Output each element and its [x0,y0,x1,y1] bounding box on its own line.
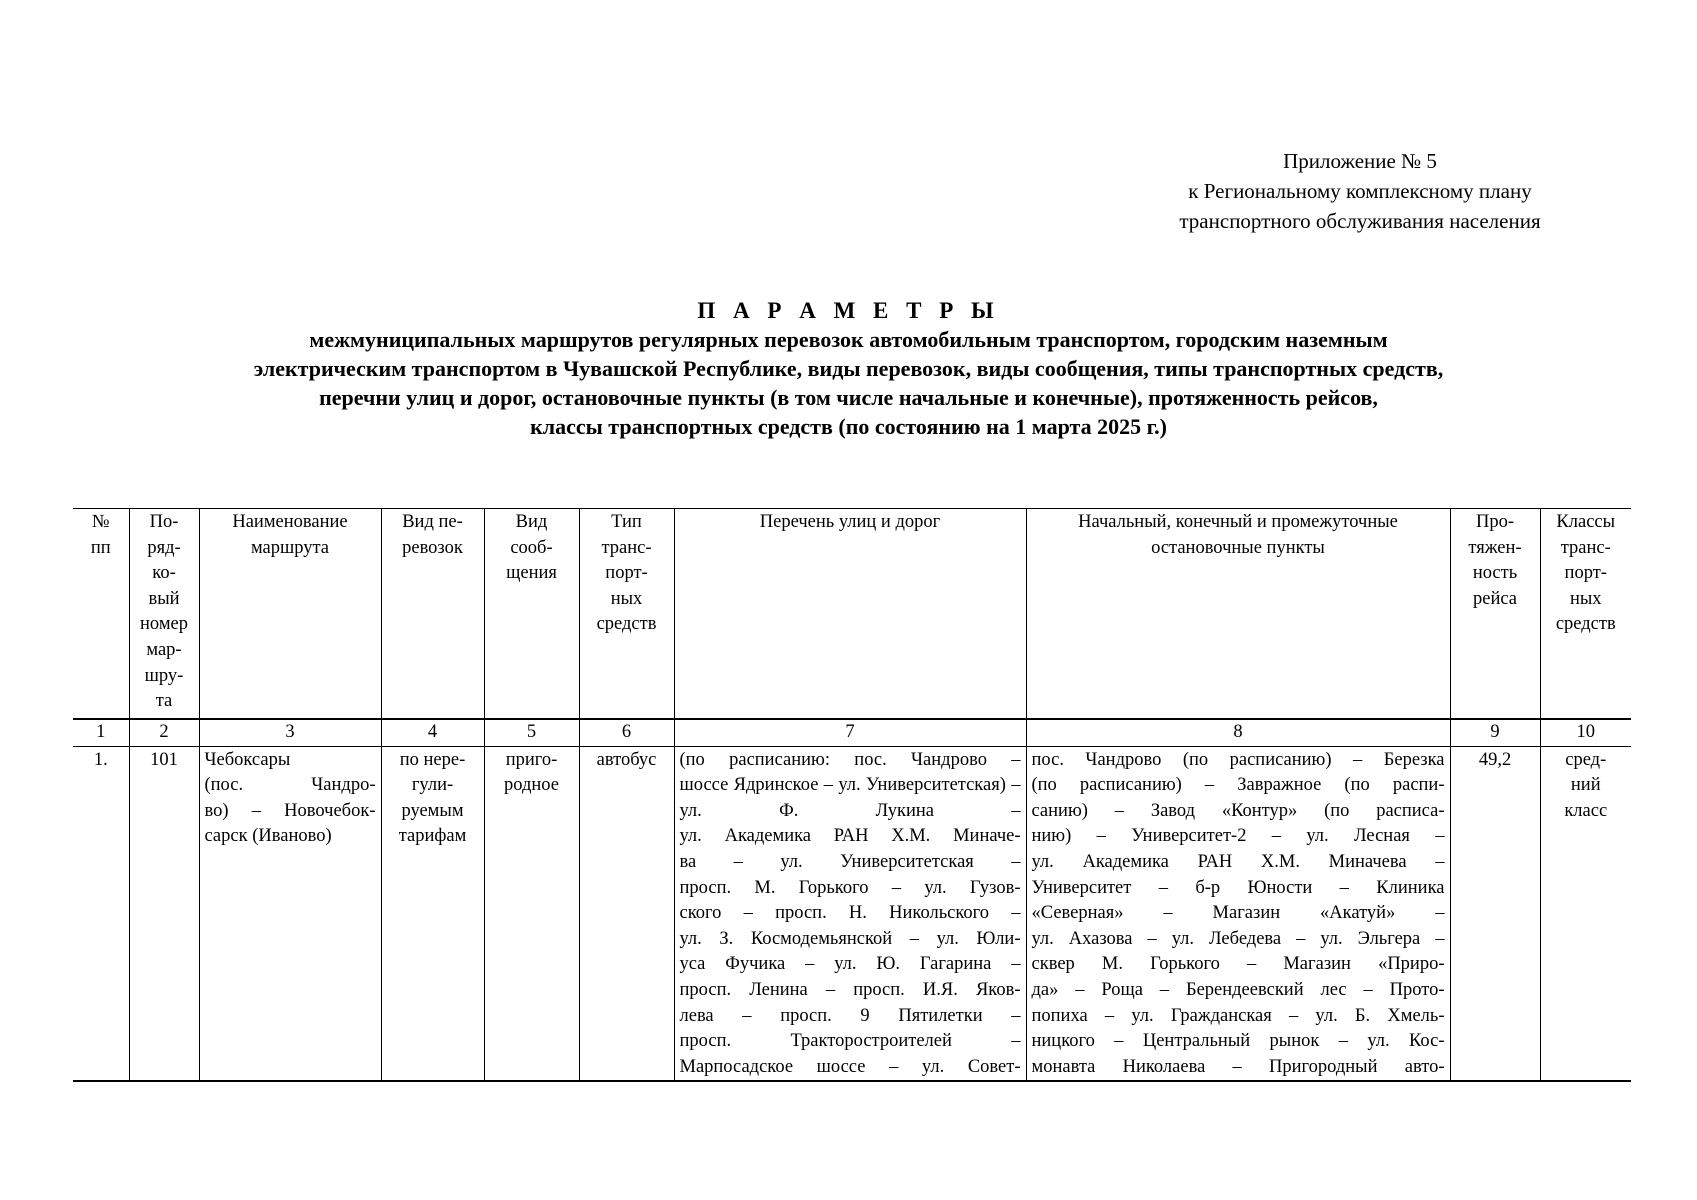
cell-line: ряд- [147,537,181,558]
cell-line: ва – ул. Университетская – [679,851,1021,872]
column-number: 5 [484,719,579,746]
cell-line: сооб- [510,537,553,558]
cell-line: мар- [146,639,182,660]
column-number: 6 [579,719,674,746]
cell-line: Начальный, конечный и промежуточные [1078,512,1398,532]
cell-line: Про- [1475,512,1515,532]
column-number: 2 [129,719,199,746]
cell-line: маршрута [250,537,330,558]
cell-line: просп. Тракторостроителей – [679,1031,1021,1052]
route-name [199,746,381,1081]
cell-line: тяжен- [1468,537,1522,558]
title-main: П А Р А М Е Т Р Ы [697,298,1000,323]
column-number: 9 [1450,719,1540,746]
cell-line: Марпосадское шоссе – ул. Совет- [679,1056,1021,1077]
appendix-line: Приложение № 5 [1283,149,1437,173]
cell-line: пп [90,537,111,558]
column-number-row [73,719,1631,746]
cell-line: автобус [596,749,657,770]
cell-line: Университет – б-р Юности – Клиника [1031,877,1445,898]
cell-line: родное [504,775,559,796]
cell-line: ных [1569,588,1602,609]
cell-line: Перечень улиц и дорог [759,512,941,532]
header-cell [484,509,579,720]
cell-line: средств [1555,614,1616,635]
title-line: межмуниципальных маршрутов регулярных перевозок автомобильным транспортом, городским наземным [309,327,1388,352]
document-title [60,296,1637,441]
cell-line: шоссе Ядринское – ул. Университетская) – ул. Ф. Лукина – [679,775,1021,821]
cell-line: (по расписанию) – Завражное (по распи- [1031,775,1445,796]
cell-line: класс [1564,800,1608,821]
cell-line: транс- [1560,537,1611,558]
row-number: 1. [73,746,129,1081]
transport-kind [381,746,484,1081]
header-cell [73,509,129,720]
vehicle-type [579,746,674,1081]
cell-line: вый [148,588,180,609]
cell-line: сквер М. Горького – Магазин «Приро- [1031,954,1445,975]
cell-line: просп. М. Горького – ул. Гузов- [679,877,1021,898]
header-cell [1450,509,1540,720]
table-row [73,746,1631,1081]
cell-line: ность [1472,563,1518,584]
cell-line: во) – Новочебок- [204,800,376,821]
cell-line: сред- [1565,749,1607,770]
cell-line: санию) – Завод «Контур» (по расписа- [1031,800,1445,821]
cell-line: гули- [411,775,454,796]
cell-line: ул. Ахазова – ул. Лебедева – ул. Эльгера – [1031,928,1445,949]
cell-line: щения [506,563,557,584]
routes-table [73,508,1631,1082]
cell-line: просп. Ленина – просп. И.Я. Яков- [679,979,1021,1000]
cell-line: та [155,691,173,712]
cell-line: монавта Николаева – Пригородный авто- [1031,1056,1445,1077]
cell-line: (пос. Чандро- [204,775,376,796]
cell-line: ул. Академика РАН Х.М. Миначева – [1031,851,1445,872]
cell-line: Тип [611,512,642,532]
cell-line: уса Фучика – ул. Ю. Гагарина – [679,954,1021,975]
cell-line: руемым [401,800,464,821]
cell-line: транс- [601,537,652,558]
title-line: перечни улиц и дорог, остановочные пункты (в том числе начальные и конечные), протяженность рейсов, [319,385,1378,410]
cell-line: номер [140,614,188,635]
cell-line: рейса [1472,588,1517,609]
title-line: классы транспортных средств (по состоянию на 1 марта 2025 г.) [530,414,1167,439]
cell-line: № [91,512,110,532]
cell-line: ул. Академика РАН Х.М. Миначе- [679,826,1021,847]
cell-line: ского – просп. Н. Никольского – [679,903,1021,924]
stops-list [1026,746,1450,1081]
appendix-note [1100,146,1620,236]
route-number: 101 [129,746,199,1081]
title-line: электрическим транспортом в Чувашской Республике, виды перевозок, виды сообщения, типы транспортных средств, [253,356,1444,381]
header-cell [579,509,674,720]
cell-line: лева – просп. 9 Пятилетки – [679,1005,1021,1026]
cell-line: ницкого – Центральный рынок – ул. Кос- [1031,1031,1445,1052]
cell-line: пос. Чандрово (по расписанию) – Березка [1031,749,1445,770]
header-cell [1540,509,1631,720]
cell-line: ул. З. Космодемьянской – ул. Юли- [679,928,1021,949]
cell-line: попиха – ул. Гражданская – ул. Б. Хмель- [1031,1005,1445,1026]
cell-line: «Северная» – Магазин «Акатуй» – [1031,903,1445,924]
cell-line: Классы [1556,512,1616,532]
cell-line: ревозок [402,537,463,558]
column-number: 1 [73,719,129,746]
header-cell [381,509,484,720]
column-number: 10 [1540,719,1631,746]
table-header-row [73,509,1631,720]
cell-line: порт- [1564,563,1607,584]
cell-line: нию) – Университет-2 – ул. Лесная – [1031,826,1445,847]
header-cell [674,509,1026,720]
route-length: 49,2 [1450,746,1540,1081]
column-number: 3 [199,719,381,746]
appendix-line: к Региональному комплексному плану [1188,179,1532,203]
message-kind [484,746,579,1081]
header-cell [199,509,381,720]
cell-line: сарск (Иваново) [204,826,332,847]
cell-line: да» – Роща – Берендеевский лес – Прото- [1031,979,1445,1000]
cell-line: по нере- [399,749,466,770]
cell-line: ко- [152,563,176,584]
header-cell [1026,509,1450,720]
cell-line: Наименование [232,512,348,532]
cell-line: ных [610,588,643,609]
cell-line: Чебоксары [204,749,291,770]
appendix-line: транспортного обслуживания населения [1179,209,1541,233]
cell-line: тарифам [398,826,467,847]
column-number: 4 [381,719,484,746]
cell-line: ний [1570,775,1601,796]
vehicle-class [1540,746,1631,1081]
cell-line: приго- [505,749,558,770]
streets-list [674,746,1026,1081]
cell-line: порт- [605,563,648,584]
cell-line: остановочные пункты [1151,537,1325,558]
header-cell [129,509,199,720]
cell-line: шру- [144,665,184,686]
column-number: 7 [674,719,1026,746]
cell-line: средств [596,614,657,635]
cell-line: По- [149,512,179,532]
cell-line: (по расписанию: пос. Чандрово – [679,749,1021,770]
column-number: 8 [1026,719,1450,746]
cell-line: Вид пе- [402,512,463,532]
cell-line: Вид [515,512,548,532]
